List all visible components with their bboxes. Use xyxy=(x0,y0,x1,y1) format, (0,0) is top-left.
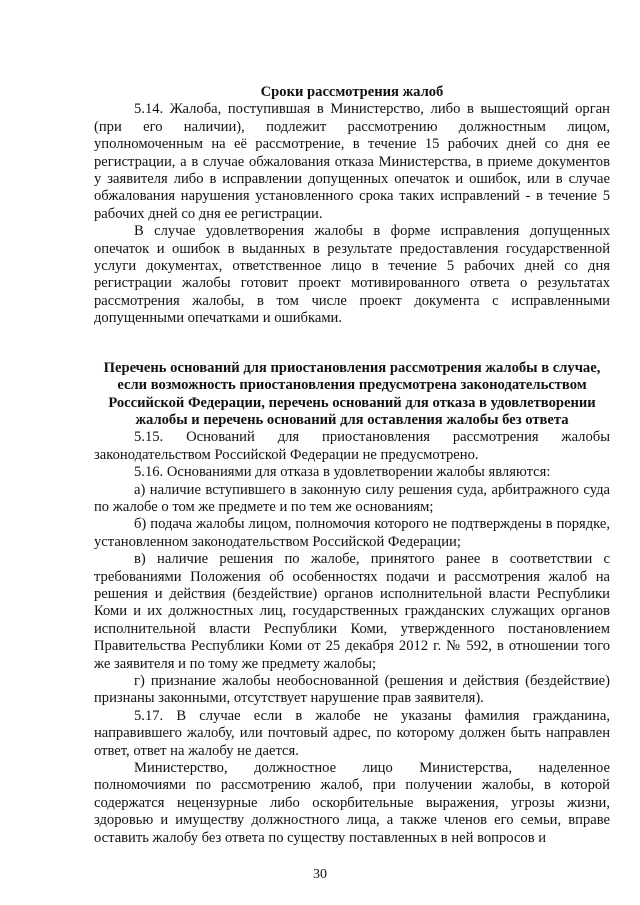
page-number: 30 xyxy=(313,867,327,882)
paragraph-5-15: 5.15. Оснований для приостановления рассмотрения жалобы законодательством Российской Федерации не предусмотрено. xyxy=(94,429,610,463)
paragraph-correction-case: В случае удовлетворения жалобы в форме исправления допущенных опечаток и ошибок в выданных в результате предоставления государственной услуги документах, ответственное лицо в течение 5 рабочих дней со дня регистрации жалобы готовит проект мотивированного ответа о результатах рассмотрения жалобы, в том числе проект документа с исправленными допущенными опечатками и ошибками. xyxy=(94,223,610,327)
paragraph-item-b: б) подача жалобы лицом, полномочия которого не подтверждены в порядке, установленном законодательством Российской Федерации; xyxy=(94,516,610,550)
paragraph-item-v: в) наличие решения по жалобе, принятого ранее в соответствии с требованиями Положения об особенностях подачи и рассмотрения жалоб на решения и действия (бездействие) органов исполнительной власти Республики Коми и их должностных лиц, государственных гражданских служащих органов исполнительной власти Республики Коми, утвержденного постановлением Правительства Республики Коми от 25 декабря 2012 г. № 592, в отношении того же заявителя и по тому же предмету жалобы; xyxy=(94,551,610,672)
paragraph-5-16: 5.16. Основаниями для отказа в удовлетворении жалобы являются: xyxy=(134,464,551,481)
section-title-review-terms: Сроки рассмотрения жалоб xyxy=(260,84,444,100)
paragraph-item-a: а) наличие вступившего в законную силу решения суда, арбитражного суда по жалобе о том же предмете и по тем же основаниям; xyxy=(94,481,610,515)
page-content xyxy=(94,84,610,847)
paragraph-5-17: 5.17. В случае если в жалобе не указаны фамилия гражданина, направившего жалобу, или почтовый адрес, по которому должен быть направлен ответ, ответ на жалобу не дается. xyxy=(94,707,610,759)
paragraph-ministry-rights: Министерство, должностное лицо Министерства, наделенное полномочиями по рассмотрению жалоб, при получении жалобы, в которой содержатся нецензурные либо оскорбительные выражения, угрозы жизни, здоровью и имуществу должностного лица, а также членов его семьи, вправе оставить жалобу без ответа по существу поставленных в ней вопросов и xyxy=(94,760,610,846)
paragraph-item-g: г) признание жалобы необоснованной (решения и действия (бездействие) признаны законными, отсутствует нарушение прав заявителя). xyxy=(94,673,610,707)
paragraph-5-14: 5.14. Жалоба, поступившая в Министерство, либо в вышестоящий орган (при его наличии), подлежит рассмотрению должностным лицом, уполномоченным на её рассмотрение, в течение 15 рабочих дней со дня ее регистрации, а в случае обжалования отказа Министерства, в приеме документов у заявителя либо в исправлении допущенных опечаток и ошибок, или в случае обжалования нарушения установленного срока таких исправлений - в течение 5 рабочих дней со дня ее регистрации. xyxy=(94,101,610,222)
section-title-grounds: Перечень оснований для приостановления рассмотрения жалобы в случае, если возможность приостановления предусмотрена законодательством Российской Федерации, перечень оснований для отказа в удовлетворении жалобы и перечень оснований для оставления жалобы без ответа xyxy=(103,359,601,428)
